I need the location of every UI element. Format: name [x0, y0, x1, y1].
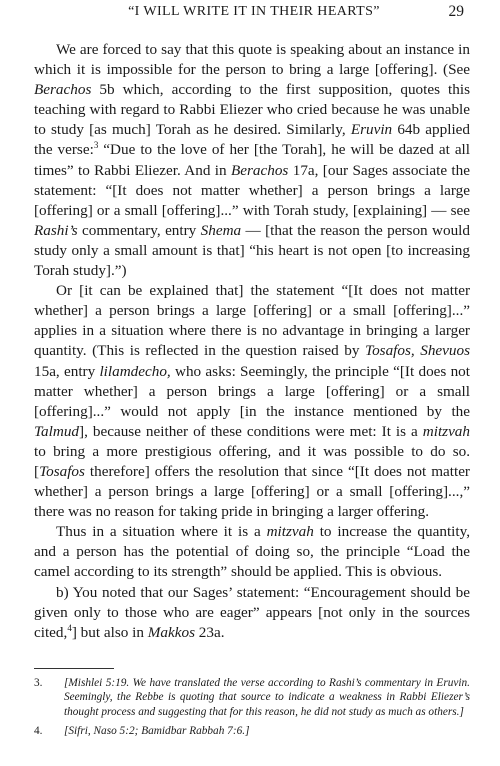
italic-term: Rashi’s [34, 221, 78, 239]
italic-term: Tosafos [39, 462, 85, 480]
italic-term: mitzvah [422, 422, 470, 440]
footnote-4 [34, 724, 470, 738]
text-run: [Mishlei 5:19. We have translated the verse according to Rashi’s commentary in [64, 677, 437, 689]
running-title: “I WILL WRITE IT IN THEIR HEARTS” [128, 4, 380, 19]
paragraph-4 [34, 583, 470, 643]
footnote-ref-3[interactable]: 3 [93, 140, 99, 151]
text-run: b) You noted that our Sages’ statement: “Encouragement should be given only to those who are eager” appears [not only in the sources cited, [34, 583, 470, 641]
text-run: Eruvin. [436, 677, 470, 689]
paragraph-1 [34, 40, 470, 281]
italic-term: Talmud [34, 422, 80, 440]
text-run: Seemingly, the Rebbe is quoting that source to indicate a weakness in Rabbi Eliezer’s thought process and suggesting that for this reason, he did not study as much as others.] [64, 691, 470, 718]
text-run: who asks: Seemingly, the principle “[It does not matter whether] a person brings a large [offering] or a small [offering]...” would not apply [in the instance mentioned by the [34, 362, 470, 420]
italic-term: Shema [200, 221, 242, 239]
text-run: therefore] offers the resolution that since “[It does not matter whether] a person brings a large [offering] or a small [offering]...,” there was no reason for taking pride in bringing a larger offering. [34, 462, 470, 521]
text-run: to increase the quantity, and a person has the potential of doing so, the principle “Load the camel according to its strength” should be applied. This is obvious. [34, 523, 471, 581]
text-run: 17a, [our Sages associate the statement: “[It does not matter whether] a person brings a large [offering] or a small [offering]...” with Torah study, [explaining] — see [34, 161, 470, 219]
text-run: to bring a more prestigious offering, and it was possible to do so. [ [34, 442, 470, 480]
italic-term: Eruvin [350, 121, 393, 139]
text-run: ] but also in [71, 623, 148, 641]
text-run: — [that the reason the person would study only a small amount is that] “his heart is not open [to increasing Torah study].”) [34, 221, 470, 280]
running-head [34, 4, 474, 26]
text-run: 15a, entry [34, 362, 100, 380]
text-run: 64b applied the verse: [34, 121, 471, 159]
italic-term: Berachos [230, 161, 289, 179]
text-run: ], because neither of these conditions were met: It is a [79, 422, 423, 440]
paragraph-3 [34, 522, 470, 582]
body-text [34, 40, 470, 643]
page-number: 29 [448, 3, 464, 20]
footnote-3 [34, 676, 470, 719]
footnote-text: [Sifri, Naso 5:2; Bamidbar Rabbah 7:6.] [64, 724, 250, 737]
italic-term: lilamdecho, [99, 362, 171, 380]
footnote-number: 3. [34, 677, 43, 689]
italic-term: Tosafos, Shevuos [365, 342, 471, 360]
italic-term: Berachos [34, 81, 92, 99]
footnote-ref-4[interactable]: 4 [67, 622, 72, 633]
footnote-text [64, 677, 470, 718]
text-run: commentary, entry [77, 221, 201, 239]
paragraph-2 [34, 281, 470, 522]
footnote-number: 4. [34, 724, 43, 737]
text-run: Or [it can be explained that] the statement “[It does not matter whether] a person brings a large [offering] or a small [offering]...” applies in a situation where there is no advantage in bringing a larger quantity. (This is reflected in the question raised by [34, 282, 470, 360]
text-run: 5b which, according to the first supposition, quotes this teaching with regard to Rabbi Eliezer who cried because he was unable to study [as much] Torah as he desired. Similarly, [34, 81, 470, 139]
text-run: 23a. [194, 623, 225, 641]
text-run: We are forced to say that this quote is speaking about an instance in which it is impossible for the person to bring a large [offering]. (See [34, 41, 470, 79]
italic-term: Makkos [147, 623, 195, 641]
footnote-divider [34, 668, 114, 669]
italic-term: mitzvah [266, 523, 314, 541]
text-run: Thus in a situation where it is a [56, 523, 267, 541]
footnotes [34, 676, 470, 743]
text-run: “Due to the love of her [the Torah], he will be dazed at all times” to Rabbi Eliezer. And in [34, 141, 470, 179]
